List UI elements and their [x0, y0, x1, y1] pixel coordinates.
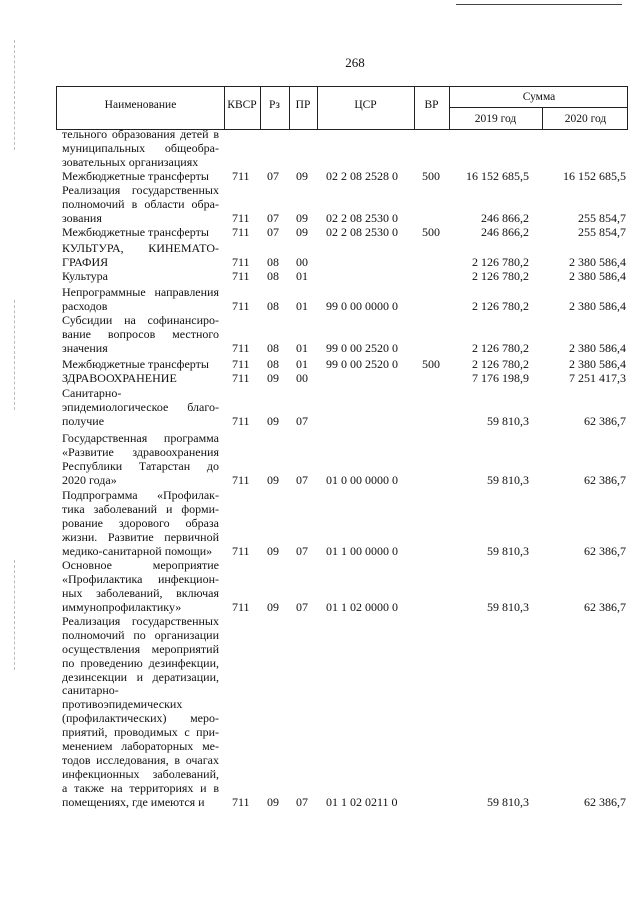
- cell-rz: 07: [267, 210, 279, 225]
- row-name-line: помещениях, где имеются и: [62, 795, 205, 809]
- cell-kvsr: 711: [232, 794, 250, 809]
- row-name: [62, 128, 219, 170]
- cell-vr: 500: [422, 225, 440, 239]
- row-name-line: Межбюджетные трансферты: [62, 358, 209, 371]
- cell-rz: 07: [267, 169, 279, 183]
- cell-s2020: 16 152 685,5: [563, 169, 626, 183]
- row-name-line: значения: [62, 341, 108, 355]
- top-rule: [456, 4, 622, 5]
- cell-s2020: 62 386,7: [584, 599, 626, 614]
- cell-s2019: 246 866,2: [481, 225, 529, 239]
- row-name-line: инфекционных заболеваний,: [62, 767, 219, 781]
- cell-kvsr: 711: [232, 472, 250, 487]
- row-name-line: получие: [62, 414, 105, 428]
- row-name-line: тика заболеваний и форми-: [62, 502, 219, 516]
- row-name-line: осуществления мероприятий: [62, 642, 219, 656]
- cell-s2020: 2 380 586,4: [569, 254, 626, 269]
- cell-s2020: 7 251 417,3: [569, 371, 626, 385]
- cell-csr: 01 1 00 0000 0: [326, 543, 398, 558]
- cell-s2020: 62 386,7: [584, 413, 626, 428]
- cell-rz: 08: [267, 254, 279, 269]
- row-name-line: Государственная программа: [62, 432, 219, 445]
- row-name: [62, 226, 219, 240]
- cell-s2019: 59 810,3: [487, 794, 529, 809]
- row-name-line: Реализация государственных: [62, 184, 219, 197]
- row-name-line: дезинсекции и дератизации,: [62, 670, 219, 684]
- cell-s2019: 59 810,3: [487, 543, 529, 558]
- cell-s2019: 59 810,3: [487, 599, 529, 614]
- row-name: [62, 358, 219, 372]
- cell-csr: 01 1 02 0000 0: [326, 599, 398, 614]
- cell-s2019: 7 176 198,9: [472, 371, 529, 385]
- cell-rz: 09: [267, 371, 279, 385]
- cell-kvsr: 711: [232, 298, 250, 313]
- header-kvsr: КВСР: [227, 99, 257, 111]
- header-sum: Сумма: [522, 91, 556, 103]
- row-name-line: Межбюджетные трансферты: [62, 226, 209, 239]
- cell-s2020: 2 380 586,4: [569, 298, 626, 313]
- row-name-line: по проведению дезинфекции,: [62, 656, 219, 670]
- row-name-line: Республики Татарстан до: [62, 459, 219, 473]
- cell-s2020: 2 380 586,4: [569, 357, 626, 371]
- row-name: [62, 387, 219, 429]
- cell-s2020: 62 386,7: [584, 543, 626, 558]
- row-name-line: Санитарно-: [62, 387, 122, 400]
- row-name-line: иммунопрофилактику»: [62, 600, 182, 614]
- margin-dash-line: [14, 560, 16, 670]
- cell-kvsr: 711: [232, 254, 250, 269]
- row-name: [62, 170, 219, 184]
- page-number: 268: [345, 55, 365, 70]
- table-header: [56, 86, 628, 130]
- margin-dash-line: [14, 300, 16, 410]
- cell-rz: 08: [267, 340, 279, 355]
- cell-pr: 09: [296, 225, 308, 239]
- row-name-line: 2020 года»: [62, 473, 117, 487]
- cell-csr: 99 0 00 2520 0: [326, 340, 398, 355]
- row-name: [62, 615, 219, 809]
- cell-rz: 08: [267, 298, 279, 313]
- cell-s2020: 255 854,7: [578, 225, 626, 239]
- cell-pr: 01: [296, 269, 308, 283]
- cell-kvsr: 711: [232, 371, 250, 385]
- cell-csr: 01 0 00 0000 0: [326, 472, 398, 487]
- cell-rz: 09: [267, 599, 279, 614]
- cell-s2019: 16 152 685,5: [466, 169, 529, 183]
- cell-s2019: 59 810,3: [487, 472, 529, 487]
- cell-kvsr: 711: [232, 225, 250, 239]
- cell-s2020: 255 854,7: [578, 210, 626, 225]
- cell-pr: 01: [296, 298, 308, 313]
- cell-rz: 08: [267, 269, 279, 283]
- cell-s2020: 62 386,7: [584, 472, 626, 487]
- row-name-line: вание вопросов местного: [62, 327, 219, 341]
- row-name: [62, 242, 219, 270]
- cell-pr: 07: [296, 543, 308, 558]
- cell-s2020: 2 380 586,4: [569, 269, 626, 283]
- cell-rz: 09: [267, 413, 279, 428]
- cell-kvsr: 711: [232, 413, 250, 428]
- header-rz: Рз: [269, 99, 280, 111]
- row-name-line: Непрограммные направления: [62, 286, 219, 299]
- cell-pr: 01: [296, 357, 308, 371]
- row-name-line: Субсидии на софинансиро-: [62, 314, 219, 327]
- cell-kvsr: 711: [232, 340, 250, 355]
- cell-pr: 09: [296, 169, 308, 183]
- row-name-line: полномочий в области обра-: [62, 197, 219, 211]
- cell-pr: 07: [296, 599, 308, 614]
- row-name-line: полномочий по организации: [62, 628, 219, 642]
- cell-s2019: 2 126 780,2: [472, 269, 529, 283]
- cell-csr: 02 2 08 2528 0: [326, 169, 398, 183]
- row-name-line: а также на территориях и в: [62, 781, 219, 795]
- row-name-line: Реализация государственных: [62, 615, 219, 628]
- row-name: [62, 314, 219, 356]
- row-name-line: «Развитие здравоохранения: [62, 445, 219, 459]
- cell-kvsr: 711: [232, 599, 250, 614]
- cell-s2019: 246 866,2: [481, 210, 529, 225]
- cell-s2020: 2 380 586,4: [569, 340, 626, 355]
- header-name: Наименование: [104, 99, 177, 111]
- row-name-line: Межбюджетные трансферты: [62, 170, 209, 183]
- cell-s2019: 2 126 780,2: [472, 298, 529, 313]
- header-csr: ЦСР: [354, 99, 377, 111]
- cell-vr: 500: [422, 357, 440, 371]
- row-name: [62, 559, 219, 615]
- row-name: [62, 372, 219, 386]
- row-name-line: рование здорового образа: [62, 516, 219, 530]
- row-name: [62, 432, 219, 488]
- row-name-line: зования: [62, 211, 102, 225]
- cell-kvsr: 711: [232, 210, 250, 225]
- cell-s2019: 2 126 780,2: [472, 357, 529, 371]
- row-name-line: муниципальных общеобра-: [62, 141, 219, 155]
- cell-rz: 09: [267, 472, 279, 487]
- cell-pr: 07: [296, 413, 308, 428]
- cell-rz: 09: [267, 543, 279, 558]
- cell-kvsr: 711: [232, 543, 250, 558]
- row-name-line: Основное мероприятие: [62, 559, 219, 572]
- cell-rz: 08: [267, 357, 279, 371]
- row-name: [62, 270, 219, 284]
- row-name-line: (профилактических) меро-: [62, 712, 219, 726]
- cell-vr: 500: [422, 169, 440, 183]
- row-name-line: приятий, проводимых с при-: [62, 726, 219, 740]
- cell-s2019: 59 810,3: [487, 413, 529, 428]
- cell-csr: 02 2 08 2530 0: [326, 210, 398, 225]
- row-name: [62, 184, 219, 226]
- cell-csr: 99 0 00 2520 0: [326, 357, 398, 371]
- cell-pr: 09: [296, 210, 308, 225]
- cell-pr: 01: [296, 340, 308, 355]
- cell-pr: 07: [296, 472, 308, 487]
- header-2019: 2019 год: [474, 113, 517, 125]
- cell-kvsr: 711: [232, 269, 250, 283]
- row-name-line: Подпрограмма «Профилак-: [62, 489, 219, 502]
- cell-s2019: 2 126 780,2: [472, 254, 529, 269]
- cell-csr: 01 1 02 0211 0: [326, 794, 398, 809]
- row-name-line: ЗДРАВООХРАНЕНИЕ: [62, 372, 177, 385]
- row-name-line: зовательных организациях: [62, 155, 199, 169]
- header-vr: ВР: [424, 99, 439, 111]
- cell-pr: 07: [296, 794, 308, 809]
- cell-s2019: 2 126 780,2: [472, 340, 529, 355]
- row-name: [62, 286, 219, 314]
- cell-rz: 07: [267, 225, 279, 239]
- row-name-line: тодов исследования, в очагах: [62, 753, 219, 767]
- cell-kvsr: 711: [232, 169, 250, 183]
- row-name-line: санитарно-: [62, 684, 119, 698]
- cell-kvsr: 711: [232, 357, 250, 371]
- row-name-line: эпидемиологическое благо-: [62, 400, 219, 414]
- header-2020: 2020 год: [564, 113, 607, 125]
- row-name-line: менением лабораторных ме-: [62, 740, 219, 754]
- cell-rz: 09: [267, 794, 279, 809]
- row-name-line: «Профилактика инфекцион-: [62, 572, 219, 586]
- row-name-line: тельного образования детей в: [62, 128, 219, 141]
- row-name-line: ных заболеваний, включая: [62, 586, 219, 600]
- cell-s2020: 62 386,7: [584, 794, 626, 809]
- row-name-line: Культура: [62, 270, 108, 283]
- row-name-line: ГРАФИЯ: [62, 255, 109, 269]
- cell-pr: 00: [296, 254, 308, 269]
- header-pr: ПР: [295, 99, 311, 111]
- cell-pr: 00: [296, 371, 308, 385]
- row-name-line: медико-санитарной помощи»: [62, 544, 213, 558]
- row-name-line: жизни. Развитие первичной: [62, 530, 219, 544]
- cell-csr: 99 0 00 0000 0: [326, 298, 398, 313]
- row-name: [62, 489, 219, 558]
- row-name-line: расходов: [62, 299, 108, 313]
- row-name-line: КУЛЬТУРА, КИНЕМАТО-: [62, 242, 219, 255]
- row-name-line: противоэпидемических: [62, 698, 183, 712]
- cell-csr: 02 2 08 2530 0: [326, 225, 398, 239]
